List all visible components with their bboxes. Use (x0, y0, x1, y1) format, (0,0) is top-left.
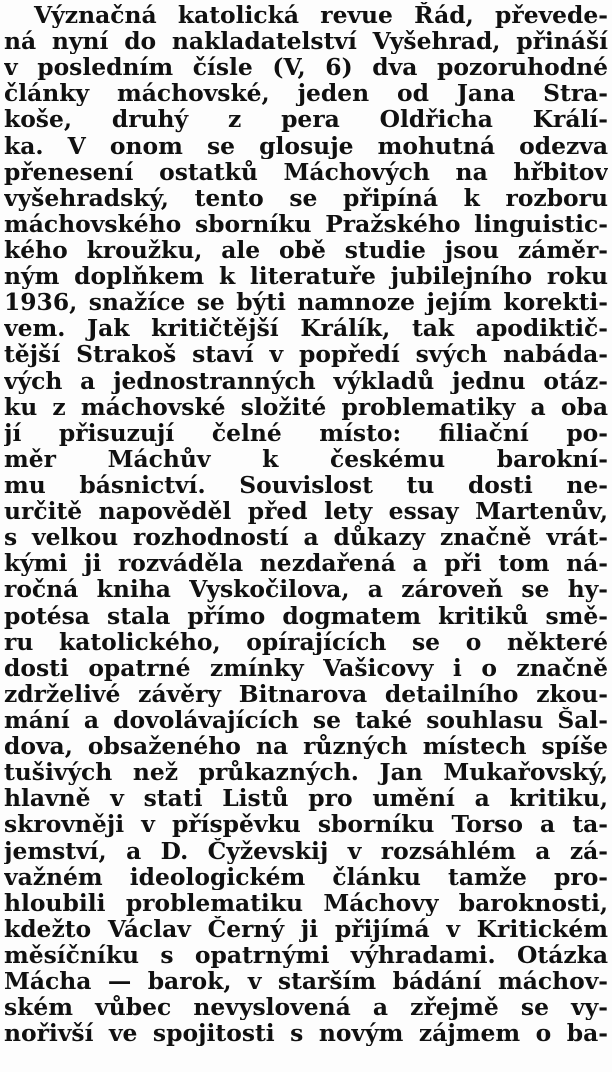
text-line: nořivší ve spojitosti s novým zájmem o ba- (4, 1020, 608, 1047)
text-line: měsíčníku s opatrnými výhradami. Otázka (4, 941, 608, 969)
text-line: máchovského sborníku Pražského linguistic- (4, 210, 608, 237)
text-line: ském vůbec nevyslovená a zřejmě se vy- (4, 994, 608, 1021)
text-line: v posledním čísle (V, 6) dva pozoruhodné (4, 54, 608, 81)
text-line: 1936, snažíce se býti namnoze jejím korekti- (4, 289, 608, 316)
text-line: ru katolického, opírajících se o některé (4, 628, 608, 655)
text-line: važném ideologickém článku tamže pro- (4, 863, 608, 890)
text-line: dosti opatrné zmínky Vašicovy i o značně (4, 654, 608, 681)
text-line: Význačná katolická revue Řád, převede- (34, 2, 608, 29)
text-line: ným doplňkem k literatuře jubilejního roku (4, 263, 608, 290)
text-line: kdežto Václav Černý ji přijímá v Kritickém (4, 915, 608, 942)
text-line: jí přisuzují čelné místo: filiační po- (4, 419, 608, 446)
text-line: hloubili problematiku Máchovy baroknosti, (4, 889, 608, 916)
text-line: s velkou rozhodností a důkazy značně vrát- (4, 524, 608, 551)
text-line: vých a jednostranných výkladů jednu otáz- (4, 367, 608, 394)
text-line: vyšehradský, tento se připíná k rozboru (4, 184, 608, 211)
text-line: ročná kniha Vyskočilova, a zároveň se hy- (4, 576, 608, 603)
text-line: jemství, a D. Čyževskij v rozsáhlém a zá- (4, 837, 608, 864)
text-line: ná nyní do nakladatelství Vyšehrad, přináší (4, 28, 608, 55)
text-line: kého kroužku, ale obě studie jsou záměr- (4, 236, 608, 264)
text-line: potésa stala přímo dogmatem kritiků smě- (4, 602, 608, 629)
text-line: tušivých než průkazných. Jan Mukařovský, (4, 759, 608, 786)
text-line: dova, obsaženého na různých místech spíše (4, 733, 608, 760)
text-line: hlavně v stati Listů pro umění a kritiku, (4, 785, 608, 812)
text-line: skrovněji v příspěvku sborníku Torso a ta- (4, 811, 608, 838)
text-line: mu básnictví. Souvislost tu dosti ne- (4, 471, 608, 499)
text-line: mání a dovolávajících se také souhlasu Šal- (4, 706, 608, 734)
text-line: ku z máchovské složité problematiky a oba (4, 393, 608, 420)
text-line: tější Strakoš staví v popředí svých nabáda- (4, 341, 608, 368)
text-line: články máchovské, jeden od Jana Stra- (4, 80, 608, 107)
text-line: určitě napověděl před lety essay Martenův, (4, 498, 608, 525)
text-line: Mácha — barok, v starším bádání máchov- (4, 968, 608, 995)
text-line: zdrželivé závěry Bitnarova detailního zkou- (4, 680, 608, 707)
article-column (4, 2, 608, 1046)
text-line: ka. V onom se glosuje mohutná odezva (4, 132, 608, 159)
text-line: kými ji rozváděla nezdařená a při tom ná- (4, 550, 608, 577)
text-line: koše, druhý z pera Oldřicha Králí- (4, 106, 608, 133)
text-line: vem. Jak kritičtější Králík, tak apodiktič- (4, 315, 608, 342)
text-line: přenesení ostatků Máchových na hřbitov (4, 158, 608, 185)
text-line: měr Máchův k českému barokní- (4, 445, 608, 472)
